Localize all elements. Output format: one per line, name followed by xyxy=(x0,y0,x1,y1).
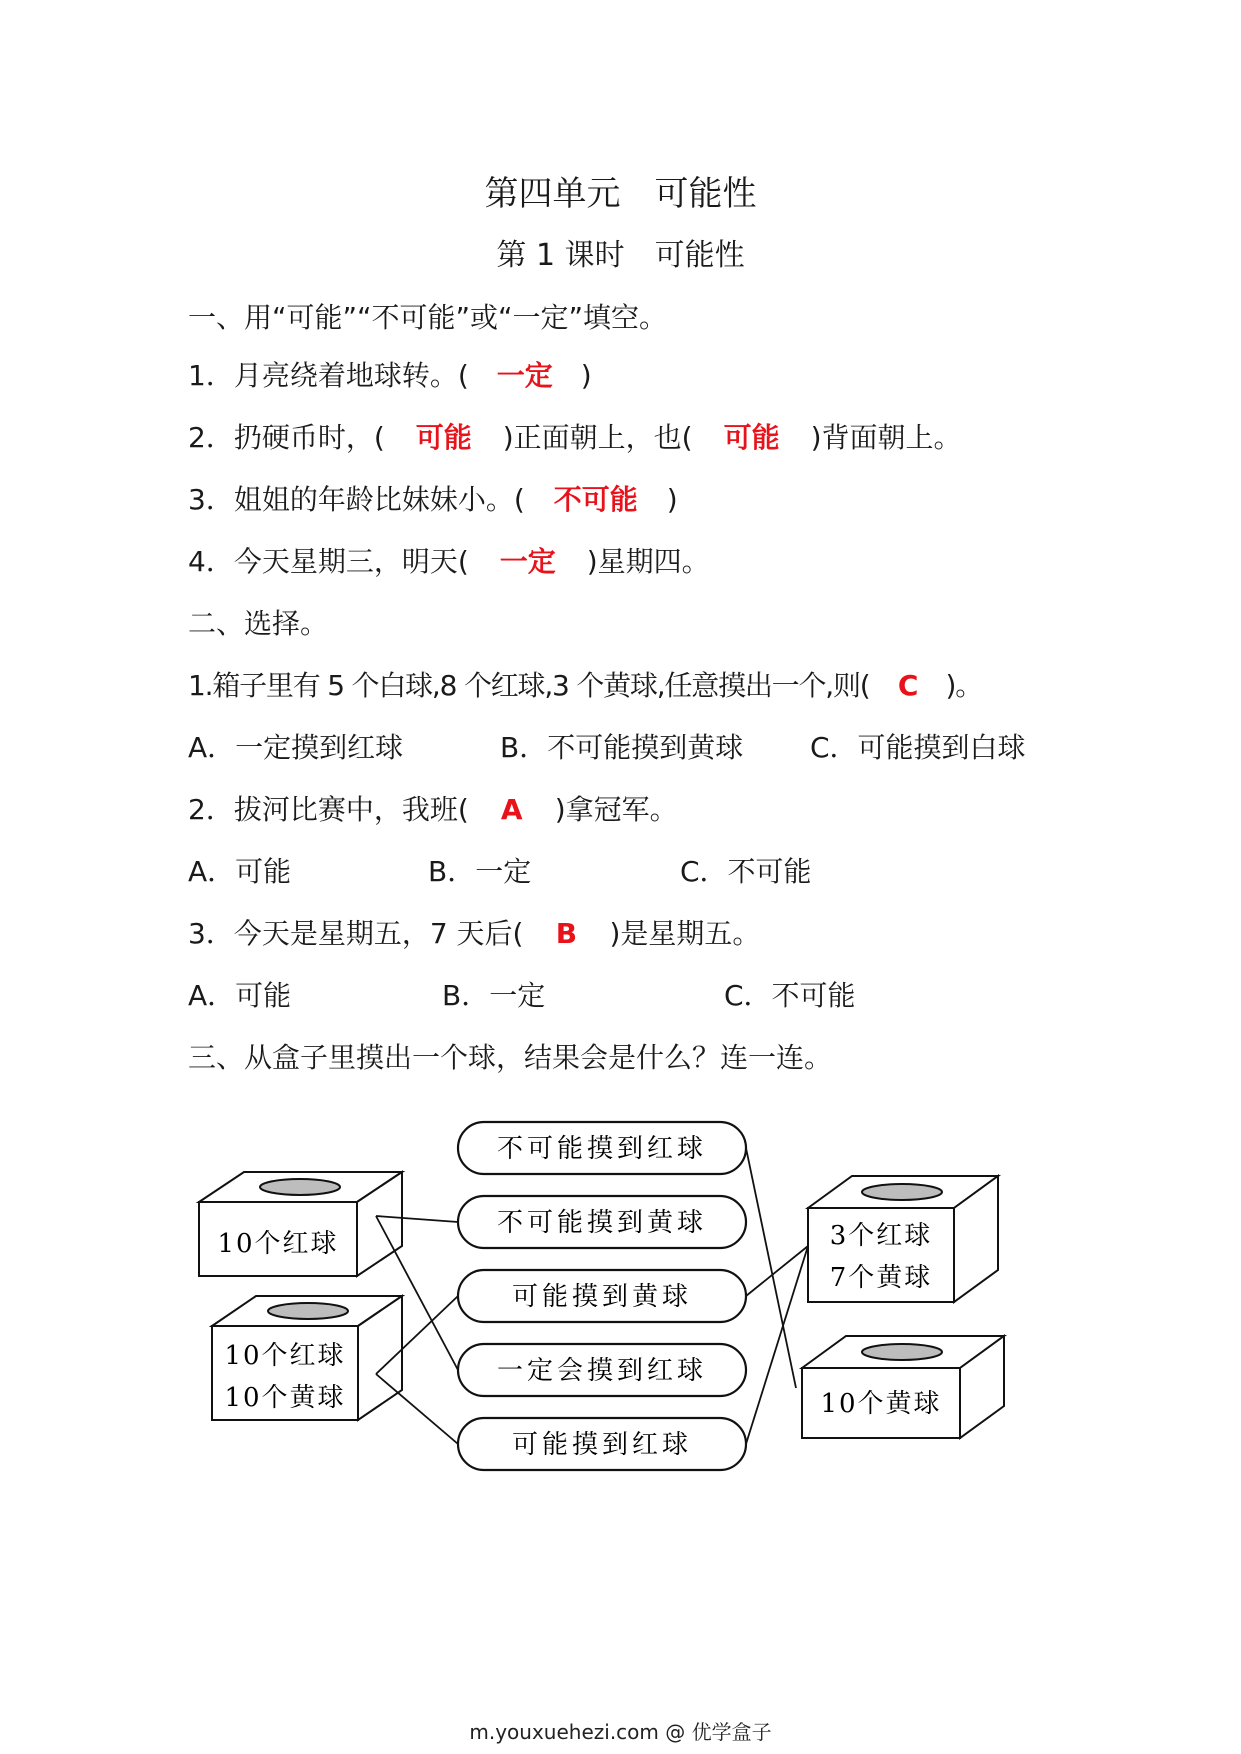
part1-question-2: 2．扔硬币时，( 可能 )正面朝上，也( 可能 )背面朝上。 xyxy=(188,418,962,458)
part2-question-2: 2．拔河比赛中，我班( A )拿冠军。 xyxy=(188,790,678,830)
svg-text:一定会摸到红球: 一定会摸到红球 xyxy=(496,1356,708,1386)
answer-text: C xyxy=(897,669,918,702)
svg-text:3个红球: 3个红球 xyxy=(829,1221,933,1251)
answer-text: 一定 xyxy=(499,545,556,578)
pill-option xyxy=(458,1122,746,1174)
svg-text:可能摸到红球: 可能摸到红球 xyxy=(511,1430,693,1460)
pill-option xyxy=(458,1270,746,1322)
part1-question-1: 1．月亮绕着地球转。( 一定 ) xyxy=(188,356,592,396)
svg-text:10个黄球: 10个黄球 xyxy=(820,1389,942,1419)
option-c: C．不可能 xyxy=(724,979,856,1012)
answer-text: 一定 xyxy=(496,359,553,392)
footer-watermark: m.youxuehezi.com @ 优学盒子 xyxy=(469,1720,772,1744)
option-c: C．可能摸到白球 xyxy=(810,731,1026,764)
part2-heading: 二、选择。 xyxy=(188,607,329,640)
option-b: B．不可能摸到黄球 xyxy=(500,731,744,764)
option-c: C．不可能 xyxy=(680,855,812,888)
lesson-subtitle: 第 1 课时 可能性 xyxy=(496,238,745,273)
answer-text: 可能 xyxy=(415,421,472,454)
ball-box xyxy=(808,1176,998,1302)
part3-heading: 三、从盒子里摸出一个球，结果会是什么？连一连。 xyxy=(188,1041,833,1074)
answer-text: 可能 xyxy=(723,421,780,454)
svg-text:不可能摸到黄球: 不可能摸到黄球 xyxy=(496,1208,708,1238)
pill-option xyxy=(458,1418,746,1470)
part2-question-1: 1.箱子里有 5 个白球,8 个红球,3 个黄球,任意摸出一个,则( C )。 xyxy=(188,666,982,706)
ball-box xyxy=(802,1336,1004,1438)
svg-text:10个黄球: 10个黄球 xyxy=(224,1383,346,1413)
answer-text: A xyxy=(500,793,523,826)
svg-text:7个黄球: 7个黄球 xyxy=(829,1263,933,1293)
svg-text:不可能摸到红球: 不可能摸到红球 xyxy=(496,1134,708,1164)
page-title: 第四单元 可能性 xyxy=(484,174,757,214)
option-a: A．一定摸到红球 xyxy=(188,731,404,764)
pill-option xyxy=(458,1344,746,1396)
ball-box xyxy=(212,1296,402,1420)
part2-question-3: 3．今天是星期五，7 天后( B )是星期五。 xyxy=(188,914,760,954)
ball-box xyxy=(199,1172,402,1276)
option-a: A．可能 xyxy=(188,979,292,1012)
option-b: B．一定 xyxy=(428,855,532,888)
svg-text:10个红球: 10个红球 xyxy=(224,1341,346,1371)
part1-heading: 一、用“可能”“不可能”或“一定”填空。 xyxy=(188,301,668,334)
answer-text: 不可能 xyxy=(553,483,638,516)
part1-question-4: 4．今天星期三，明天( 一定 )星期四。 xyxy=(188,542,710,582)
pill-option xyxy=(458,1196,746,1248)
answer-text: B xyxy=(555,917,578,950)
option-b: B．一定 xyxy=(442,979,546,1012)
svg-text:10个红球: 10个红球 xyxy=(217,1229,339,1259)
option-a: A．可能 xyxy=(188,855,292,888)
svg-text:可能摸到黄球: 可能摸到黄球 xyxy=(511,1282,693,1312)
part1-question-3: 3．姐姐的年龄比妹妹小。( 不可能 ) xyxy=(188,480,678,520)
